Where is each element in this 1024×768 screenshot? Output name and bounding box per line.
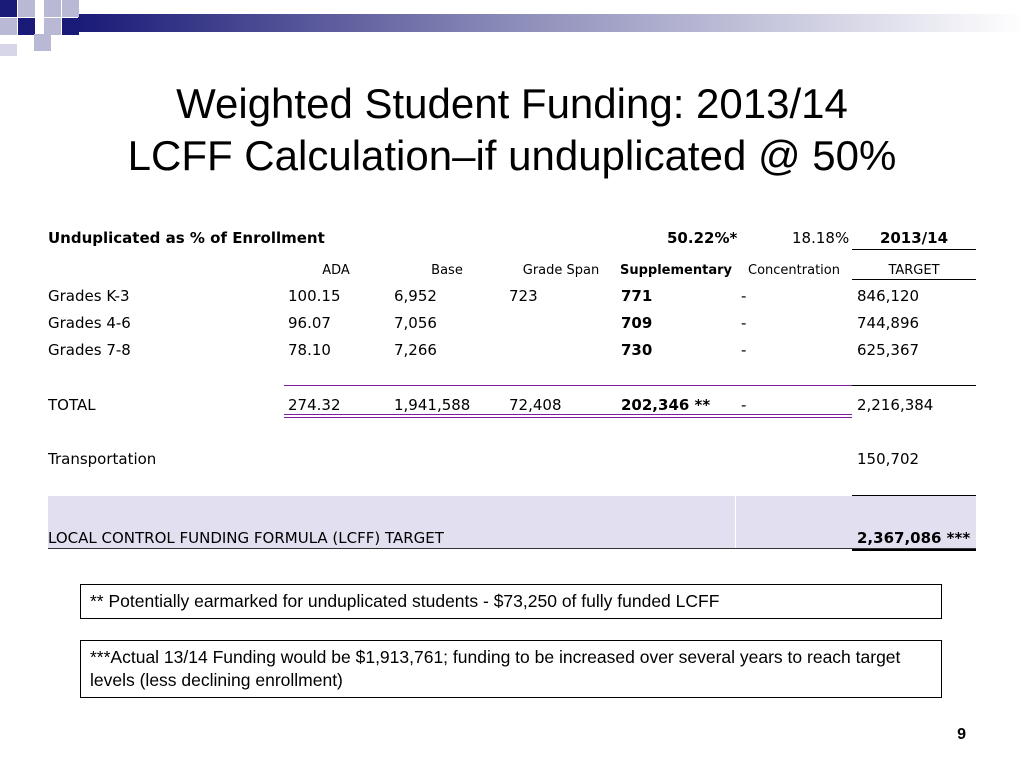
total-top-rule xyxy=(284,385,852,386)
lcff-target: 2,367,086 *** xyxy=(857,529,971,547)
row-base: 7,056 xyxy=(394,314,437,332)
row-supp: 709 xyxy=(621,314,653,332)
total-bottom-rule-1 xyxy=(284,414,852,415)
total-conc: - xyxy=(741,396,747,414)
row-label: Grades 7-8 xyxy=(48,341,131,359)
total-top-rule-target xyxy=(852,385,976,386)
row-ada: 78.10 xyxy=(288,341,331,359)
row-supp: 771 xyxy=(621,287,653,305)
row-target: 744,896 xyxy=(857,314,920,332)
row-base: 6,952 xyxy=(394,287,437,305)
row-label: Grades 4-6 xyxy=(48,314,131,332)
lcff-bottom-rule-target xyxy=(852,549,976,551)
row-conc: - xyxy=(741,341,747,359)
col-ada: ADA xyxy=(322,263,350,278)
row-ada: 100.15 xyxy=(288,287,341,305)
conc-percent: 18.18% xyxy=(792,229,850,247)
row-base: 7,266 xyxy=(394,341,437,359)
row-conc: - xyxy=(741,287,747,305)
lcff-band-divider xyxy=(735,496,736,548)
lcff-top-rule xyxy=(852,495,976,496)
row-target: 625,367 xyxy=(857,341,920,359)
transportation-target: 150,702 xyxy=(857,450,920,468)
col-supplementary: Supplementary xyxy=(620,263,732,278)
year-header: 2013/14 xyxy=(879,229,949,247)
title-line-2: LCFF Calculation–if unduplicated @ 50% xyxy=(127,132,897,179)
col-header-rule xyxy=(852,279,976,280)
row-ada: 96.07 xyxy=(288,314,331,332)
header-rule xyxy=(852,249,976,250)
row-target: 846,120 xyxy=(857,287,920,305)
total-ada: 274.32 xyxy=(288,396,341,414)
row-label: Grades K-3 xyxy=(48,287,130,305)
col-grade-span: Grade Span xyxy=(522,263,600,278)
total-supp: 202,346 ** xyxy=(621,396,711,414)
col-base: Base xyxy=(431,263,463,278)
total-span: 72,408 xyxy=(509,396,562,414)
lcff-bottom-rule xyxy=(48,548,976,549)
total-target: 2,216,384 xyxy=(857,396,934,414)
unduplicated-label: Unduplicated as % of Enrollment xyxy=(48,229,325,247)
col-concentration: Concentration xyxy=(748,263,840,278)
col-target: TARGET xyxy=(888,263,940,278)
row-supp: 730 xyxy=(621,341,653,359)
total-base: 1,941,588 xyxy=(394,396,471,414)
row-span: 723 xyxy=(509,287,538,305)
total-bottom-rule-2 xyxy=(284,417,852,418)
lcff-label: LOCAL CONTROL FUNDING FORMULA (LCFF) TARGET xyxy=(48,529,444,547)
supp-percent: 50.22%* xyxy=(667,229,738,247)
footnote-actual-funding: ***Actual 13/14 Funding would be $1,913,761; funding to be increased over several years to reach target levels (less declining enrollment) xyxy=(80,640,942,698)
title-line-1: Weighted Student Funding: 2013/14 xyxy=(176,80,848,127)
row-conc: - xyxy=(741,314,747,332)
page-number: 9 xyxy=(957,726,966,743)
transportation-label: Transportation xyxy=(48,450,157,468)
footnote-earmarked: ** Potentially earmarked for unduplicated students - $73,250 of fully funded LCFF xyxy=(80,584,942,619)
total-label: TOTAL xyxy=(48,396,96,414)
